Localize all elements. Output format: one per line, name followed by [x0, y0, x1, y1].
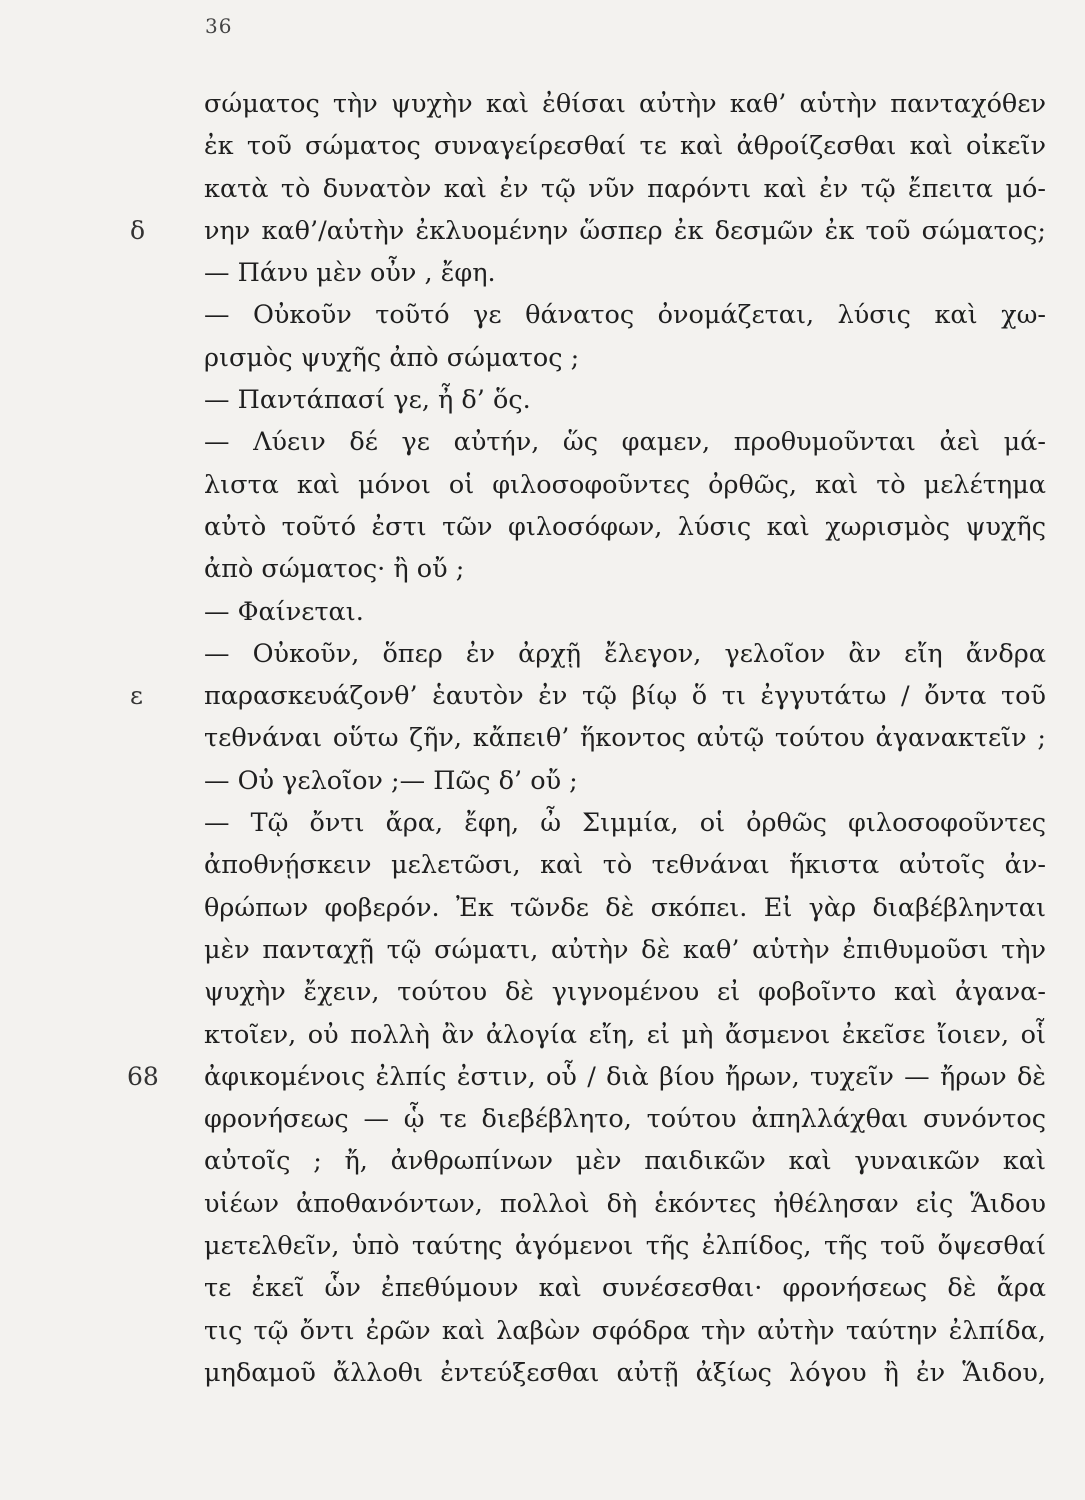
text-line — [127, 1056, 1046, 1098]
text-line — [204, 760, 1046, 802]
line-text: μὲν πανταχῇ τῷ σώματι, αὐτὴν δὲ καθ’ αὑτὴν ἐπιθυμοῦσι τὴν — [204, 934, 1046, 965]
line-text: — Λύειν δέ γε αὐτήν, ὥς φαμεν, προθυμοῦνται ἀεὶ μά- — [204, 427, 1046, 458]
text-line — [204, 168, 1046, 210]
line-text: — Παντάπασί γε, ἦ δ’ ὅς. — [204, 385, 531, 416]
text-line — [204, 971, 1046, 1013]
line-text: ἐκ τοῦ σώματος συναγείρεσθαί τε καὶ ἀθροίζεσθαι καὶ οἰκεῖν — [204, 131, 1046, 162]
line-text: ἀποθνῄσκειν μελετῶσι, καὶ τὸ τεθνάναι ἥκιστα αὐτοῖς ἀν- — [204, 850, 1046, 881]
line-text: νην καθ’/αὑτὴν ἐκλυομένην ὥσπερ ἐκ δεσμῶν ἐκ τοῦ σώματος; — [204, 215, 1046, 246]
line-text: — Φαίνεται. — [204, 596, 364, 627]
line-text: αὐτὸ τοῦτό ἐστι τῶν φιλοσόφων, λύσις καὶ χωρισμὸς ψυχῆς — [204, 511, 1046, 542]
margin-reference: 68 — [127, 1061, 159, 1091]
text-line — [204, 717, 1046, 759]
text-line — [204, 464, 1046, 506]
line-text: θρώπων φοβερόν. Ἐκ τῶνδε δὲ σκόπει. Εἰ γὰρ διαβέβληνται — [204, 892, 1046, 923]
text-line — [204, 1183, 1046, 1225]
line-text: — Πάνυ μὲν οὖν , ἔφη. — [204, 258, 496, 289]
page-number: 36 — [205, 14, 233, 38]
text-line — [204, 1014, 1046, 1056]
text-line — [204, 337, 1046, 379]
line-text: — Τῷ ὄντι ἄρα, ἔφη, ὦ Σιμμία, οἱ ὀρθῶς φιλοσοφοῦντες — [204, 808, 1046, 839]
text-line — [204, 802, 1046, 844]
text-line — [204, 1352, 1046, 1394]
line-text: κτοῖεν, οὐ πολλὴ ἂν ἀλογία εἴη, εἰ μὴ ἄσμενοι ἐκεῖσε ἴοιεν, οἷ — [204, 1019, 1046, 1050]
text-line — [204, 548, 1046, 590]
line-text: ἀπὸ σώματος· ἢ οὔ ; — [204, 554, 465, 585]
line-text: — Οὐκοῦν, ὅπερ ἐν ἀρχῇ ἔλεγον, γελοῖον ἂν εἴη ἄνδρα — [204, 638, 1046, 669]
line-text: τε ἐκεῖ ὧν ἐπεθύμουν καὶ συνέσεσθαι· φρονήσεως δὲ ἄρα — [204, 1273, 1046, 1304]
line-text: ἀφικομένοις ἐλπίς ἐστιν, οὗ / διὰ βίου ἤρων, τυχεῖν — ἤρων δὲ — [204, 1061, 1046, 1092]
text-line — [204, 1267, 1046, 1309]
line-text: τεθνάναι οὕτω ζῆν, κἄπειθ’ ἥκοντος αὐτῷ τούτου ἀγανακτεῖν ; — [204, 723, 1046, 754]
line-text: ψυχὴν ἔχειν, τούτου δὲ γιγνομένου εἰ φοβοῖντο καὶ ἀγανα- — [204, 977, 1046, 1008]
line-text: ρισμὸς ψυχῆς ἀπὸ σώματος ; — [204, 342, 580, 373]
text-line — [204, 379, 1046, 421]
line-text: — Οὐ γελοῖον ;— Πῶς δ’ οὔ ; — [204, 765, 578, 796]
margin-reference: δ — [130, 215, 146, 245]
text-line — [130, 675, 1046, 717]
line-text: λιστα καὶ μόνοι οἱ φιλοσοφοῦντες ὀρθῶς, καὶ τὸ μελέτημα — [204, 469, 1046, 500]
text-line — [204, 1225, 1046, 1267]
text-line — [204, 294, 1046, 336]
text-line — [204, 252, 1046, 294]
text-line — [130, 210, 1046, 252]
text-line — [204, 887, 1046, 929]
text-line — [204, 421, 1046, 463]
text-line — [204, 929, 1046, 971]
line-text: παρασκευάζονθ’ ἑαυτὸν ἐν τῷ βίῳ ὅ τι ἐγγυτάτω / ὄντα τοῦ — [204, 681, 1046, 712]
text-line — [204, 506, 1046, 548]
line-text: τις τῷ ὄντι ἐρῶν καὶ λαβὼν σφόδρα τὴν αὐτὴν ταύτην ἐλπίδα, — [204, 1315, 1046, 1346]
line-text: αὐτοῖς ; ἤ, ἀνθρωπίνων μὲν παιδικῶν καὶ γυναικῶν καὶ — [204, 1146, 1046, 1177]
text-line — [204, 83, 1046, 125]
line-text: κατὰ τὸ δυνατὸν καὶ ἐν τῷ νῦν παρόντι καὶ ἐν τῷ ἔπειτα μό- — [204, 173, 1046, 204]
line-text: φρονήσεως — ᾧ τε διεβέβλητο, τούτου ἀπηλλάχθαι συνόντος — [204, 1104, 1046, 1135]
line-text: μετελθεῖν, ὑπὸ ταύτης ἀγόμενοι τῆς ἐλπίδος, τῆς τοῦ ὄψεσθαί — [204, 1231, 1046, 1262]
line-text: μηδαμοῦ ἄλλοθι ἐντεύξεσθαι αὐτῇ ἀξίως λόγου ἢ ἐν Ἅιδου, — [204, 1357, 1046, 1388]
text-line — [204, 125, 1046, 167]
text-line — [204, 1140, 1046, 1182]
text-line — [204, 633, 1046, 675]
text-line — [204, 844, 1046, 886]
line-text: υἱέων ἀποθανόντων, πολλοὶ δὴ ἑκόντες ἠθέλησαν εἰς Ἅιδου — [204, 1188, 1046, 1219]
line-text: σώματος τὴν ψυχὴν καὶ ἐθίσαι αὐτὴν καθ’ αὑτὴν πανταχόθεν — [204, 89, 1046, 119]
text-line — [204, 1310, 1046, 1352]
text-block — [127, 83, 1046, 1394]
text-line — [204, 1098, 1046, 1140]
text-line — [204, 591, 1046, 633]
margin-reference: ε — [130, 681, 143, 711]
line-text: — Οὐκοῦν τοῦτό γε θάνατος ὀνομάζεται, λύσις καὶ χω- — [204, 300, 1046, 331]
